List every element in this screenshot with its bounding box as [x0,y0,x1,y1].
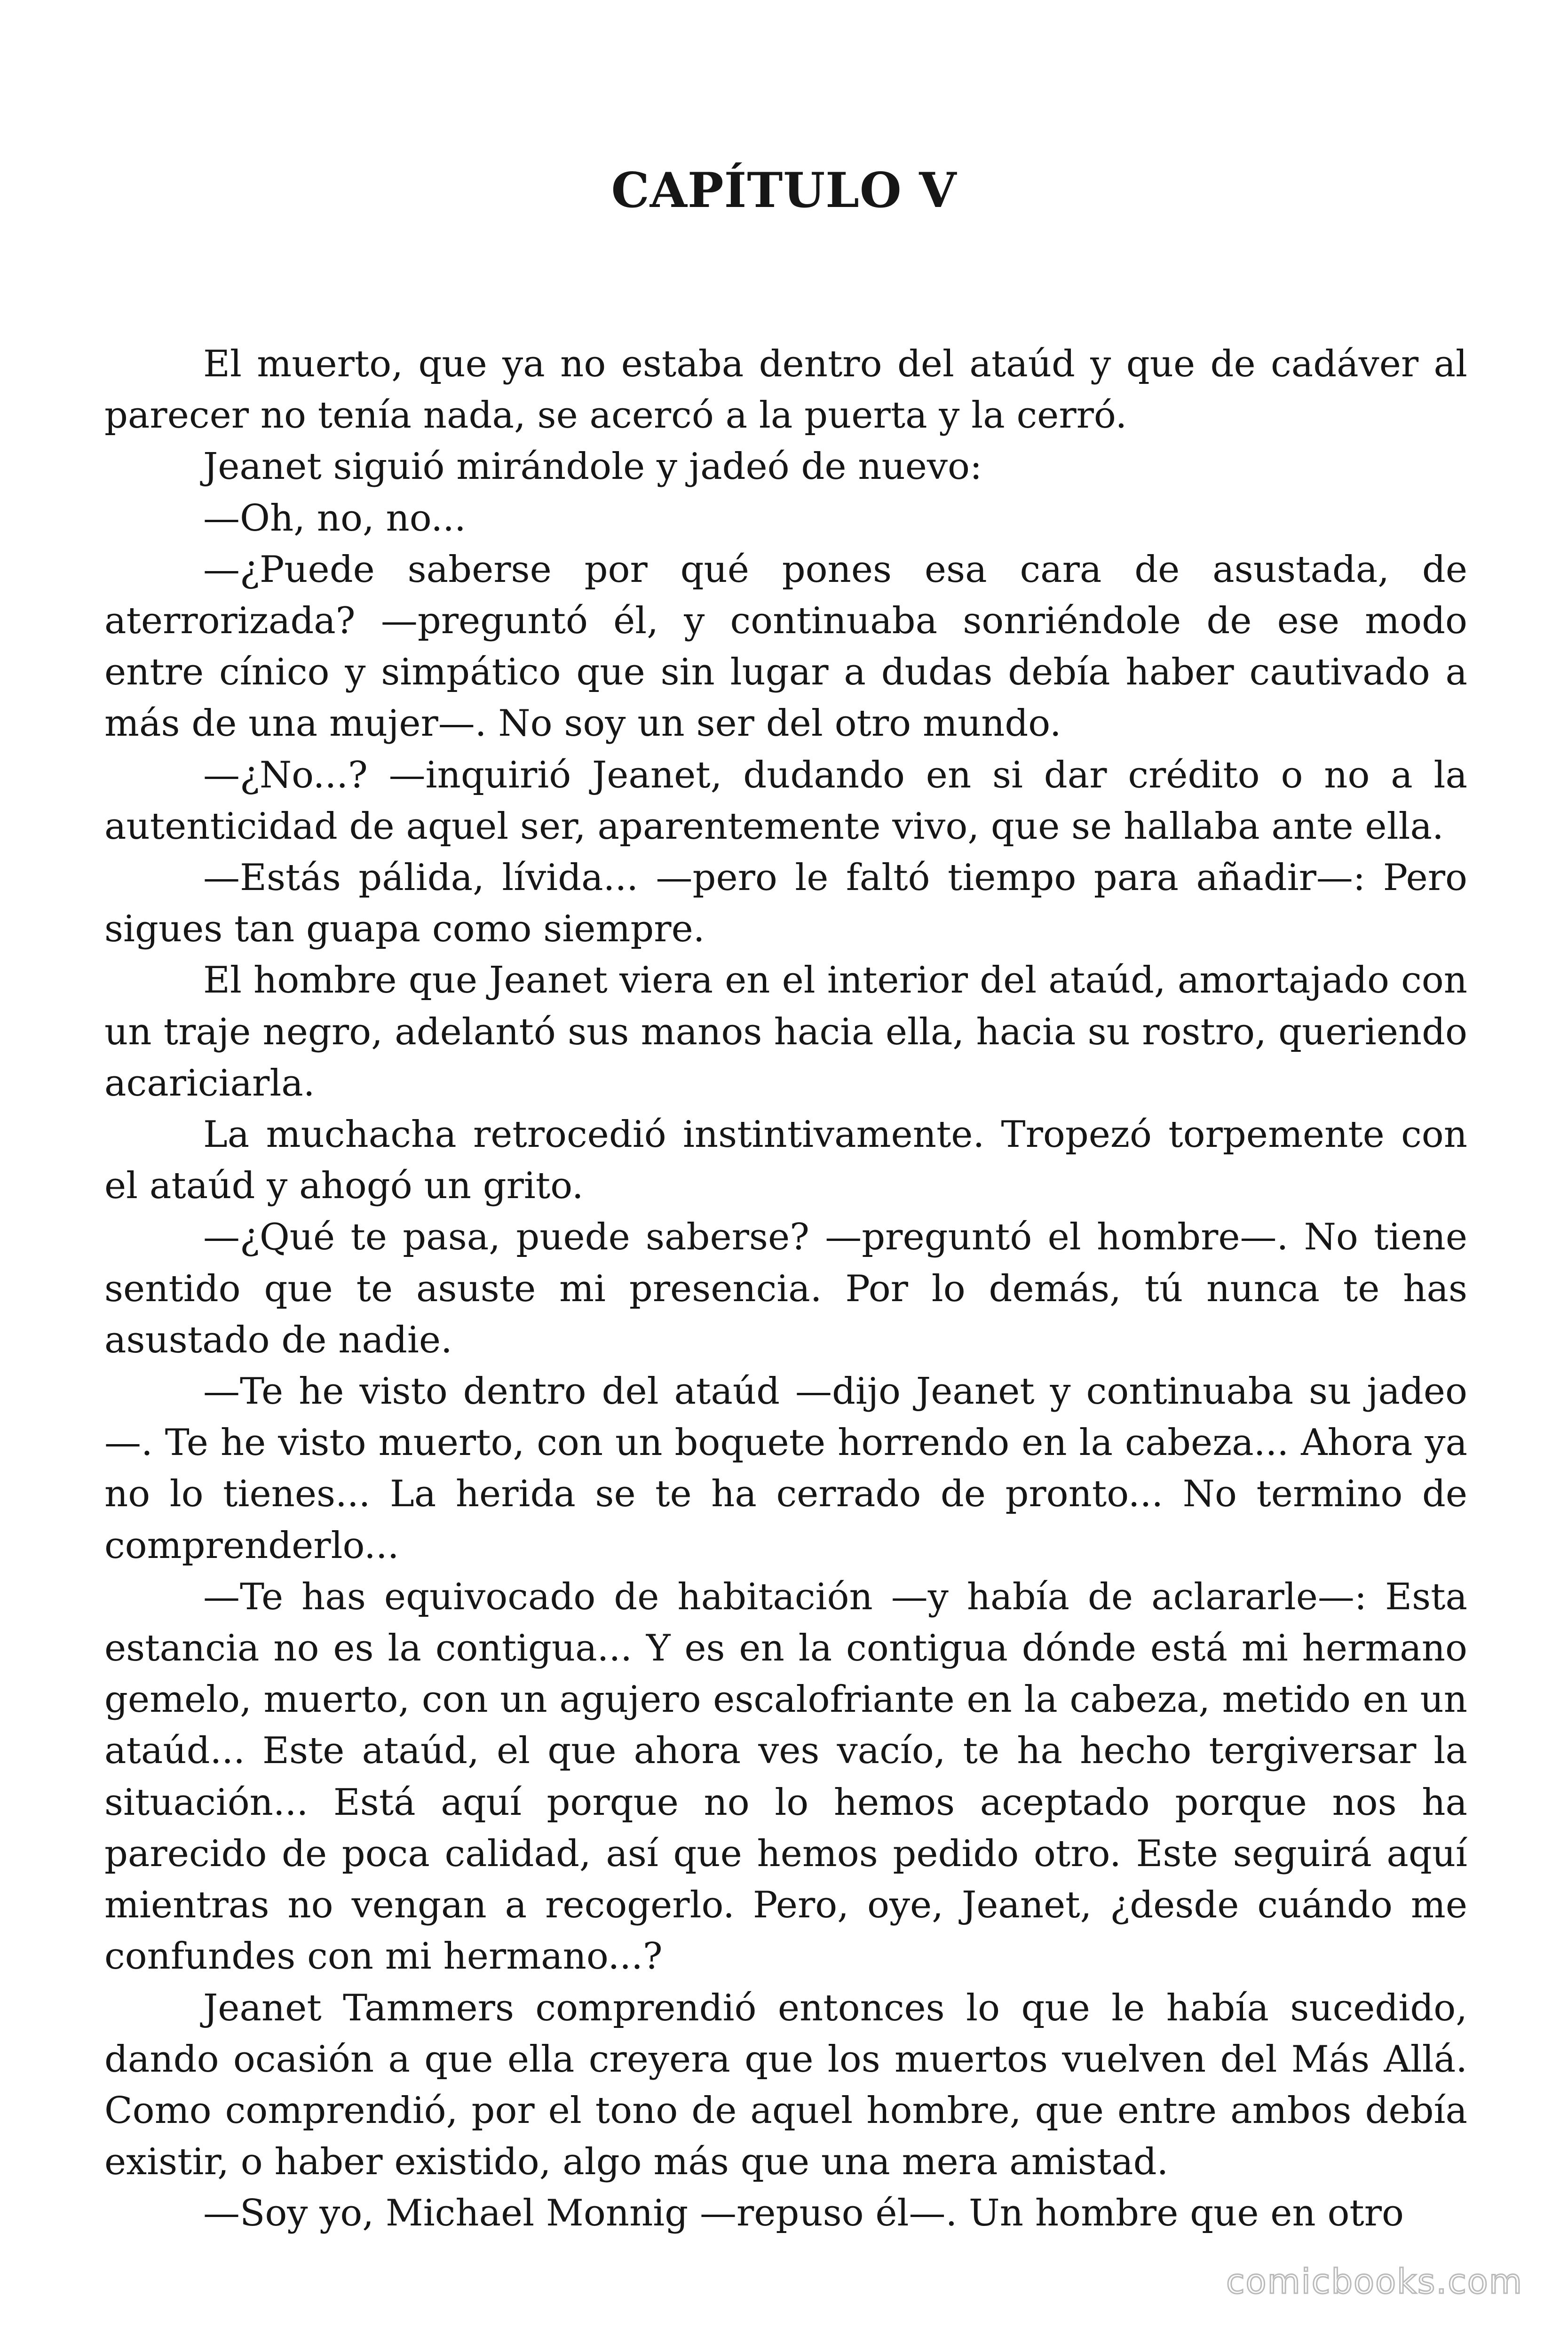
paragraph: —Estás pálida, lívida... —pero le faltó tiempo para añadir—: Pero sigues tan guapa como siempre. [104,857,1467,951]
chapter-title: CAPÍTULO V [611,162,957,219]
watermark: comicbooks.com [1226,2262,1523,2301]
paragraph: —Te he visto dentro del ataúd —dijo Jeanet y continuaba su jadeo—. Te he visto muerto, con un boquete horrendo en la cabeza... Ahora ya no lo tienes... La herida se te ha cerrado de pronto... No termino de comprenderlo... [104,1370,1467,1567]
paragraph: —¿No...? —inquirió Jeanet, dudando en si dar crédito o no a la autenticidad de aquel ser, aparentemente vivo, que se hallaba ante ella. [104,754,1467,848]
paragraph: Jeanet siguió mirándole y jadeó de nuevo: [203,445,982,488]
paragraph: La muchacha retrocedió instintivamente. Tropezó torpemente con el ataúd y ahogó un grito. [104,1113,1467,1208]
paragraph: —Oh, no, no... [203,497,466,540]
body-text [104,339,1467,2240]
paragraph: —¿Puede saberse por qué pones esa cara de asustada, de aterrorizada? —preguntó él, y continuaba sonriéndole de ese modo entre cínico y simpático que sin lugar a dudas debía haber cautivado a más de una mujer—. No soy un ser del otro mundo. [104,548,1467,745]
paragraph: —Te has equivocado de habitación —y había de aclararle—: Esta estancia no es la contigua... Y es en la contigua dónde está mi hermano gemelo, muerto, con un agujero escalofriante en la cabeza, metido en un ataúd... Este ataúd, el que ahora ves vacío, te ha hecho tergiversar la situación... Está aquí porque no lo hemos aceptado porque nos ha parecido de poca calidad, así que hemos pedido otro. Este seguirá aquí mientras no vengan a recogerlo. Pero, oye, Jeanet, ¿desde cuándo me confundes con mi hermano...? [104,1575,1467,1978]
paragraph: —Soy yo, Michael Monnig —repuso él—. Un hombre que en otro [203,2192,1404,2235]
paragraph: El muerto, que ya no estaba dentro del ataúd y que de cadáver al parecer no tenía nada, se acercó a la puerta y la cerró. [104,343,1467,437]
paragraph: —¿Qué te pasa, puede saberse? —preguntó el hombre—. No tiene sentido que te asuste mi presencia. Por lo demás, tú nunca te has asustado de nadie. [104,1216,1467,1361]
paragraph: El hombre que Jeanet viera en el interior del ataúd, amortajado con un traje negro, adelantó sus manos hacia ella, hacia su rostro, queriendo acariciarla. [104,959,1467,1104]
paragraph: Jeanet Tammers comprendió entonces lo que le había sucedido, dando ocasión a que ella creyera que los muertos vuelven del Más Allá. Como comprendió, por el tono de aquel hombre, que entre ambos debía existir, o haber existido, algo más que una mera amistad. [104,1986,1467,2184]
